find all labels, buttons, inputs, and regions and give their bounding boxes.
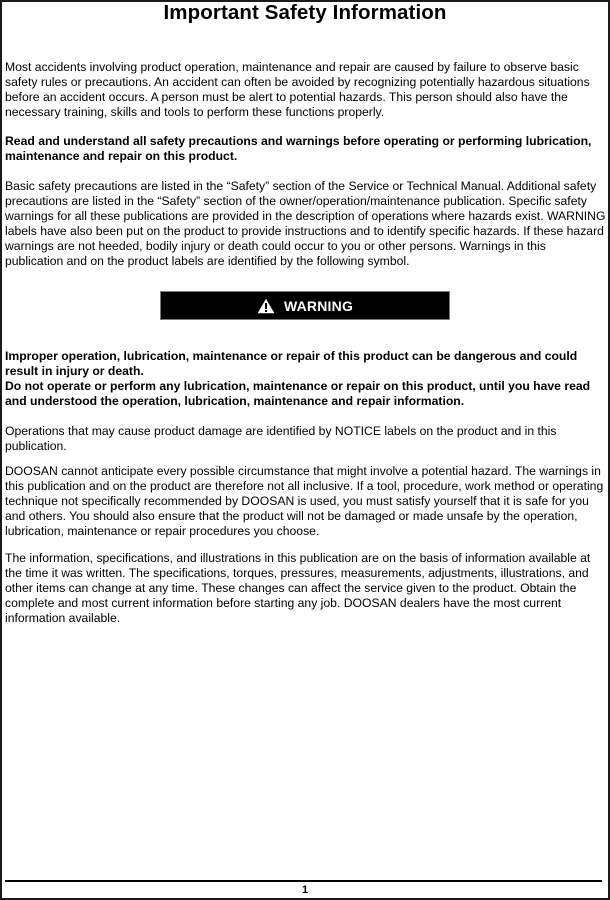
doosan-hazard-paragraph: DOOSAN cannot anticipate every possible circumstance that might involve a potential hazard. The warnings in this publication and on the product are therefore not all inclusive. If a tool, procedure, work method or operating technique not specifically recommended by DOOSAN is used, you must satisfy yourself that it is safe for you and others. You should also ensure that the product will not be damaged or made unsafe by the operation, lubrication, maintenance or repair procedures you choose. bbox=[5, 464, 604, 538]
page-title: Important Safety Information bbox=[163, 1, 447, 24]
warning-label-box bbox=[160, 291, 450, 320]
intro-paragraph: Most accidents involving product operation, maintenance and repair are caused by failure to observe basic safety rules or precautions. An accident can often be avoided by recognizing potentially hazardous situations before an accident occurs. A person must be alert to potential hazards. This person should also have the necessary training, skills and tools to perform these functions properly. bbox=[5, 60, 590, 119]
improper-operation-paragraph: Improper operation, lubrication, maintenance or repair of this product can be dangerous and could result in injury or death. bbox=[5, 349, 578, 378]
read-understand-paragraph: Read and understand all safety precautions and warnings before operating or performing lubrication, maintenance and repair on this product. bbox=[5, 134, 592, 163]
information-specs-paragraph: The information, specifications, and illustrations in this publication are on the basis of information available at the time it was written. The specifications, torques, pressures, measurements, adjustments, illustrations, and other items can change at any time. These changes can affect the service given to the product. Obtain the complete and most current information before starting any job. DOOSAN dealers have the most current information available. bbox=[5, 551, 591, 625]
do-not-operate-paragraph: Do not operate or perform any lubrication, maintenance or repair on this product, until you have read and understood the operation, lubrication, maintenance and repair information. bbox=[5, 379, 591, 408]
safety-precautions-paragraph: Basic safety precautions are listed in the “Safety” section of the Service or Technical Manual. Additional safety precautions are listed in the “Safety” section of the owner/operation/maintenance publication. Specific safety warnings for all these publications are provided in the description of operations where hazards exist. WARNING labels have also been put on the product to provide instructions and to identify specific hazards. If these hazard warnings are not heeded, bodily injury or death could occur to you or other persons. Warnings in this publication and on the product labels are identified by the following symbol. bbox=[5, 179, 606, 268]
warning-label-text: WARNING bbox=[283, 297, 354, 314]
notice-paragraph: Operations that may cause product damage are identified by NOTICE labels on the product and in this publication. bbox=[5, 424, 557, 453]
warning-triangle-icon bbox=[257, 298, 275, 314]
footer-rule bbox=[5, 880, 602, 882]
page-number: 1 bbox=[301, 884, 309, 896]
